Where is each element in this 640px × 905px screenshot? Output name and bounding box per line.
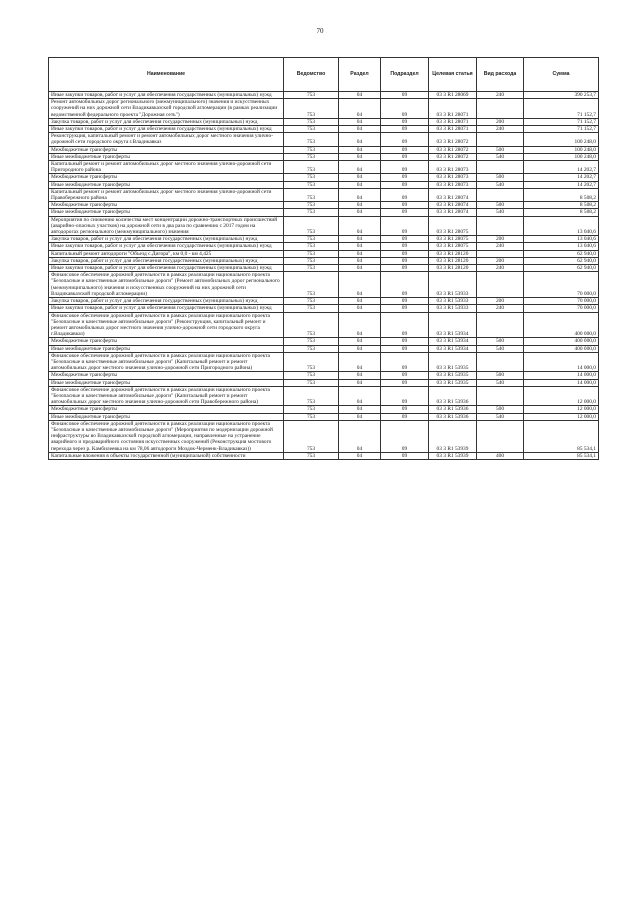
table-row [49, 352, 599, 372]
row-sum: 8 508,2 [524, 209, 599, 216]
row-sum: 8 508,2 [524, 188, 599, 201]
row-csr: 03 3 R1 53936 [429, 413, 477, 420]
row-name: Межбюджетные трансферты [49, 338, 284, 345]
row-razdel: 04 [339, 92, 381, 99]
row-sum: 13 040,6 [524, 236, 599, 243]
row-sum: 14 000,0 [524, 372, 599, 379]
row-ved: 753 [284, 209, 339, 216]
table-row [49, 202, 599, 209]
table-row [49, 420, 599, 452]
row-csr: 03 3 R1 53936 [429, 386, 477, 406]
row-podrazdel: 09 [381, 257, 429, 264]
row-name: Реконструкция, капитальный ремонт и ремонт автомобильных дорог местного значения улично-дорожной сети городского округа г.Владикавказ [49, 133, 284, 146]
table-row [49, 92, 599, 99]
row-razdel: 04 [339, 133, 381, 146]
row-csr: 03 3 R1 28075 [429, 243, 477, 250]
row-podrazdel: 09 [381, 146, 429, 153]
row-name: Финансовое обеспечение дорожной деятельности в рамках реализации национального проекта "Безопасные и качественные автомобильные дороги" (Капитальный ремонт и ремонт автомобильных дорог местного значения улично-дорожной сети Правобережного района) [49, 386, 284, 406]
table-row [49, 312, 599, 338]
row-podrazdel: 09 [381, 250, 429, 257]
row-vr [477, 188, 524, 201]
row-ved: 753 [284, 386, 339, 406]
row-csr: 03 3 R1 28073 [429, 174, 477, 181]
row-vr [477, 161, 524, 174]
row-razdel: 04 [339, 126, 381, 133]
row-ved: 753 [284, 305, 339, 312]
row-ved: 753 [284, 298, 339, 305]
row-csr: 03 3 R1 28075 [429, 216, 477, 236]
row-csr: 03 3 R1 28073 [429, 181, 477, 188]
row-vr: 240 [477, 126, 524, 133]
row-razdel: 04 [339, 372, 381, 379]
row-sum: 71 152,7 [524, 126, 599, 133]
row-ved: 753 [284, 236, 339, 243]
row-sum: 62 940,0 [524, 250, 599, 257]
header-name: Наименование [49, 58, 284, 92]
row-podrazdel: 09 [381, 386, 429, 406]
table-row [49, 265, 599, 272]
row-ved: 753 [284, 118, 339, 125]
row-sum: 13 040,6 [524, 216, 599, 236]
row-vr: 400 [477, 452, 524, 459]
row-ved: 753 [284, 99, 339, 119]
row-name: Финансовое обеспечение дорожной деятельности в рамках реализации национального проекта "Безопасные и качественные автомобильные дороги" (Реконструкция, капитальный ремонт и ремонт автомобильных дорог местного значения улично-дорожной сети городского округа г.Владикавказ) [49, 312, 284, 338]
row-vr: 540 [477, 209, 524, 216]
table-row [49, 345, 599, 352]
table-row [49, 118, 599, 125]
row-name: Межбюджетные трансферты [49, 406, 284, 413]
table-row [49, 257, 599, 264]
row-podrazdel: 09 [381, 272, 429, 298]
row-podrazdel: 09 [381, 420, 429, 452]
row-podrazdel: 09 [381, 118, 429, 125]
row-vr: 500 [477, 146, 524, 153]
table-row [49, 209, 599, 216]
row-podrazdel: 09 [381, 153, 429, 160]
row-name: Закупка товаров, работ и услуг для обеспечения государственных (муниципальных) нужд [49, 298, 284, 305]
row-razdel: 04 [339, 305, 381, 312]
table-header-row [49, 58, 599, 92]
row-podrazdel: 09 [381, 345, 429, 352]
row-ved: 753 [284, 312, 339, 338]
row-podrazdel: 09 [381, 372, 429, 379]
row-podrazdel: 09 [381, 99, 429, 119]
row-csr: 03 3 R1 53933 [429, 298, 477, 305]
budget-table [48, 57, 599, 460]
row-razdel: 04 [339, 250, 381, 257]
header-ved: Ведомство [284, 58, 339, 92]
row-ved: 753 [284, 406, 339, 413]
row-csr: 03 3 R1 28072 [429, 133, 477, 146]
row-vr: 240 [477, 243, 524, 250]
row-sum: 12 000,0 [524, 406, 599, 413]
row-sum: 71 152,7 [524, 118, 599, 125]
row-name: Закупка товаров, работ и услуг для обеспечения государственных (муниципальных) нужд [49, 257, 284, 264]
row-ved: 753 [284, 243, 339, 250]
table-row [49, 174, 599, 181]
row-sum: 62 940,0 [524, 265, 599, 272]
row-vr: 540 [477, 181, 524, 188]
row-podrazdel: 09 [381, 202, 429, 209]
row-sum: 85 534,1 [524, 452, 599, 459]
row-csr: 03 3 R1 53934 [429, 338, 477, 345]
table-row [49, 386, 599, 406]
table-row [49, 372, 599, 379]
row-vr: 500 [477, 338, 524, 345]
row-razdel: 04 [339, 338, 381, 345]
row-name: Иные закупки товаров, работ и услуг для обеспечения государственных (муниципальных) нужд [49, 265, 284, 272]
table-row [49, 413, 599, 420]
row-ved: 753 [284, 352, 339, 372]
row-ved: 753 [284, 133, 339, 146]
row-name: Капитальный ремонт и ремонт автомобильных дорог местного значения улично-дорожной сети Пригородного района [49, 161, 284, 174]
row-ved: 753 [284, 153, 339, 160]
row-podrazdel: 09 [381, 352, 429, 372]
row-razdel: 04 [339, 99, 381, 119]
row-csr: 03 3 R1 28071 [429, 126, 477, 133]
table-row [49, 452, 599, 459]
row-name: Межбюджетные трансферты [49, 372, 284, 379]
row-csr: 03 3 R1 28120 [429, 250, 477, 257]
table-row [49, 338, 599, 345]
row-razdel: 04 [339, 118, 381, 125]
row-csr: 03 3 R1 53939 [429, 452, 477, 459]
row-vr [477, 250, 524, 257]
row-ved: 753 [284, 250, 339, 257]
row-vr: 240 [477, 92, 524, 99]
row-sum: 14 202,7 [524, 174, 599, 181]
row-podrazdel: 09 [381, 188, 429, 201]
row-podrazdel: 09 [381, 209, 429, 216]
row-razdel: 04 [339, 216, 381, 236]
row-ved: 753 [284, 420, 339, 452]
row-csr: 03 3 R1 28071 [429, 118, 477, 125]
row-csr: 03 3 R1 28072 [429, 146, 477, 153]
row-csr: 03 3 R1 28075 [429, 236, 477, 243]
table-row [49, 216, 599, 236]
row-razdel: 04 [339, 188, 381, 201]
header-csr: Целевая статья [429, 58, 477, 92]
header-razdel: Раздел [339, 58, 381, 92]
row-vr: 240 [477, 265, 524, 272]
row-vr: 240 [477, 305, 524, 312]
row-razdel: 04 [339, 386, 381, 406]
row-razdel: 04 [339, 413, 381, 420]
row-ved: 753 [284, 452, 339, 459]
row-name: Иные межбюджетные трансферты [49, 153, 284, 160]
row-razdel: 04 [339, 298, 381, 305]
header-sum: Сумма [524, 58, 599, 92]
row-csr: 03 3 R1 53939 [429, 420, 477, 452]
row-name: Капитальные вложения в объекты государственной (муниципальной) собственности [49, 452, 284, 459]
row-razdel: 04 [339, 379, 381, 386]
row-razdel: 04 [339, 257, 381, 264]
table-row [49, 188, 599, 201]
row-name: Межбюджетные трансферты [49, 146, 284, 153]
row-podrazdel: 09 [381, 181, 429, 188]
row-name: Межбюджетные трансферты [49, 174, 284, 181]
row-csr: 03 3 R1 28074 [429, 209, 477, 216]
row-csr: 03 3 R1 53934 [429, 345, 477, 352]
row-ved: 753 [284, 126, 339, 133]
row-sum: 12 000,0 [524, 386, 599, 406]
row-podrazdel: 09 [381, 265, 429, 272]
row-vr: 540 [477, 413, 524, 420]
row-vr: 200 [477, 257, 524, 264]
page-number: 70 [316, 27, 324, 35]
row-razdel: 04 [339, 406, 381, 413]
row-name: Иные закупки товаров, работ и услуг для обеспечения государственных (муниципальных) нужд [49, 305, 284, 312]
row-name: Финансовое обеспечение дорожной деятельности в рамках реализации национального проекта "Безопасные и качественные автомобильные дороги" (Капитальный ремонт и ремонт автомобильных дорог местного значения улично-дорожной сети Пригородного района) [49, 352, 284, 372]
row-podrazdel: 09 [381, 161, 429, 174]
row-sum: 70 000,0 [524, 272, 599, 298]
row-csr: 03 3 R1 53935 [429, 379, 477, 386]
table-row [49, 236, 599, 243]
row-razdel: 04 [339, 153, 381, 160]
row-name: Иные межбюджетные трансферты [49, 413, 284, 420]
row-sum: 14 000,0 [524, 352, 599, 372]
row-sum: 400 000,0 [524, 338, 599, 345]
row-name: Капитальный ремонт и ремонт автомобильных дорог местного значения улично-дорожной сети Правобережного района [49, 188, 284, 201]
row-sum: 62 940,0 [524, 257, 599, 264]
table-row [49, 126, 599, 133]
row-podrazdel: 09 [381, 406, 429, 413]
row-csr: 03 3 R1 28074 [429, 188, 477, 201]
row-ved: 753 [284, 345, 339, 352]
row-csr: 03 3 R1 53933 [429, 305, 477, 312]
row-vr [477, 386, 524, 406]
row-ved: 753 [284, 188, 339, 201]
row-vr [477, 272, 524, 298]
row-name: Иные закупки товаров, работ и услуг для обеспечения государственных (муниципальных) нужд [49, 126, 284, 133]
table-row [49, 181, 599, 188]
row-csr: 03 3 R1 28072 [429, 153, 477, 160]
row-sum: 14 202,7 [524, 161, 599, 174]
row-vr: 500 [477, 202, 524, 209]
row-podrazdel: 09 [381, 126, 429, 133]
row-name: Иные закупки товаров, работ и услуг для обеспечения государственных (муниципальных) нужд [49, 243, 284, 250]
row-csr: 03 3 R1 28074 [429, 202, 477, 209]
row-name: Иные межбюджетные трансферты [49, 345, 284, 352]
row-razdel: 04 [339, 202, 381, 209]
table-row [49, 99, 599, 119]
row-ved: 753 [284, 181, 339, 188]
row-sum: 390 253,7 [524, 92, 599, 99]
row-csr: 03 3 R1 28120 [429, 265, 477, 272]
table-row [49, 305, 599, 312]
row-razdel: 04 [339, 174, 381, 181]
row-vr: 540 [477, 345, 524, 352]
row-sum: 400 000,0 [524, 345, 599, 352]
row-csr: 03 3 R1 53933 [429, 272, 477, 298]
table-row [49, 146, 599, 153]
row-csr: 03 3 R1 53935 [429, 352, 477, 372]
row-podrazdel: 09 [381, 452, 429, 459]
row-vr: 500 [477, 372, 524, 379]
row-sum: 70 000,0 [524, 298, 599, 305]
row-sum: 71 152,7 [524, 99, 599, 119]
row-ved: 753 [284, 216, 339, 236]
row-vr: 500 [477, 174, 524, 181]
row-razdel: 04 [339, 312, 381, 338]
row-sum: 8 508,2 [524, 202, 599, 209]
row-name: Иные межбюджетные трансферты [49, 379, 284, 386]
header-podrazdel: Подраздел [381, 58, 429, 92]
row-csr: 03 3 R1 53934 [429, 312, 477, 338]
row-sum: 100 248,0 [524, 153, 599, 160]
table-row [49, 379, 599, 386]
row-razdel: 04 [339, 146, 381, 153]
table-row [49, 243, 599, 250]
row-podrazdel: 09 [381, 298, 429, 305]
row-ved: 753 [284, 161, 339, 174]
row-vr [477, 216, 524, 236]
row-vr [477, 312, 524, 338]
row-csr: 03 3 R1 28071 [429, 99, 477, 119]
table-row [49, 133, 599, 146]
row-name: Межбюджетные трансферты [49, 202, 284, 209]
row-vr: 540 [477, 153, 524, 160]
row-vr: 200 [477, 118, 524, 125]
row-ved: 753 [284, 265, 339, 272]
row-vr [477, 420, 524, 452]
row-ved: 753 [284, 379, 339, 386]
row-sum: 12 000,0 [524, 413, 599, 420]
row-csr: 03 3 R1 28073 [429, 161, 477, 174]
table-body [49, 92, 599, 460]
row-sum: 100 248,0 [524, 133, 599, 146]
row-ved: 753 [284, 146, 339, 153]
row-podrazdel: 09 [381, 216, 429, 236]
row-name: Иные межбюджетные трансферты [49, 209, 284, 216]
row-ved: 753 [284, 272, 339, 298]
row-vr: 500 [477, 406, 524, 413]
row-name: Ремонт автомобильных дорог регионального (межмуниципального) значения и искусственных сооружений на них дорожной сети Владикавказской городской агломерации (в рамках реализации ведомственной федерального проекта "Дорожная сеть") [49, 99, 284, 119]
row-vr: 540 [477, 379, 524, 386]
row-podrazdel: 09 [381, 133, 429, 146]
table-row [49, 161, 599, 174]
row-sum: 400 000,0 [524, 312, 599, 338]
row-sum: 14 000,0 [524, 379, 599, 386]
row-sum: 100 248,0 [524, 146, 599, 153]
row-sum: 14 202,7 [524, 181, 599, 188]
row-razdel: 04 [339, 243, 381, 250]
row-vr [477, 352, 524, 372]
row-razdel: 04 [339, 181, 381, 188]
row-name: Закупка товаров, работ и услуг для обеспечения государственных (муниципальных) нужд [49, 118, 284, 125]
row-podrazdel: 09 [381, 243, 429, 250]
row-name: Капитальный ремонт автодороги "Объезд с.Дигора", км 0,0 - км 4,425 [49, 250, 284, 257]
row-razdel: 04 [339, 272, 381, 298]
row-razdel: 04 [339, 209, 381, 216]
row-ved: 753 [284, 413, 339, 420]
row-podrazdel: 09 [381, 379, 429, 386]
table-row [49, 406, 599, 413]
row-name: Финансовое обеспечение дорожной деятельности в рамках реализации национального проекта "Безопасные и качественные автомобильные дороги" (Мероприятия по модернизации дорожной инфраструктуры во Владикавказской городской агломерации, направленные на устранение аварийного и предаварийного состояния искусственных сооружений (Реконструкция мостового перехода через р. Камбилеевка на км 78,06 автодороги Моздок-Черменк-Владикавказ)) [49, 420, 284, 452]
row-razdel: 04 [339, 452, 381, 459]
row-vr [477, 99, 524, 119]
row-razdel: 04 [339, 345, 381, 352]
row-vr [477, 133, 524, 146]
table-row [49, 153, 599, 160]
row-vr: 200 [477, 236, 524, 243]
row-csr: 03 3 R1 28120 [429, 257, 477, 264]
row-ved: 753 [284, 92, 339, 99]
row-name: Иные закупки товаров, работ и услуг для обеспечения государственных (муниципальных) нужд [49, 92, 284, 99]
row-name: Закупка товаров, работ и услуг для обеспечения государственных (муниципальных) нужд [49, 236, 284, 243]
row-vr: 200 [477, 298, 524, 305]
row-csr: 03 3 R1 53936 [429, 406, 477, 413]
row-name: Мероприятия по снижению количества мест концентрации дорожно-транспортных происшествий (аварийно-опасных участков) на дорожной сети в два раза по сравнению с 2017 годом на автодорогах регионального (межмуниципального) значения [49, 216, 284, 236]
row-podrazdel: 09 [381, 312, 429, 338]
row-podrazdel: 09 [381, 174, 429, 181]
row-name: Иные межбюджетные трансферты [49, 181, 284, 188]
row-sum: 70 000,0 [524, 305, 599, 312]
header-vr: Вид расхода [477, 58, 524, 92]
row-csr: 03 3 R1 28069 [429, 92, 477, 99]
row-ved: 753 [284, 338, 339, 345]
row-podrazdel: 09 [381, 236, 429, 243]
row-podrazdel: 09 [381, 338, 429, 345]
row-razdel: 04 [339, 352, 381, 372]
row-ved: 753 [284, 372, 339, 379]
table-row [49, 298, 599, 305]
row-podrazdel: 09 [381, 92, 429, 99]
row-ved: 753 [284, 174, 339, 181]
row-razdel: 04 [339, 265, 381, 272]
table-row [49, 250, 599, 257]
table-row [49, 272, 599, 298]
row-name: Финансовое обеспечение дорожной деятельности в рамках реализации национального проекта "Безопасные и качественные автомобильные дороги" (Ремонт автомобильных дорог регионального (межмуниципального) значения и искусственных сооружений на них дорожной сети Владикавказской городской агломерации) [49, 272, 284, 298]
row-sum: 85 534,1 [524, 420, 599, 452]
row-ved: 753 [284, 202, 339, 209]
row-ved: 753 [284, 257, 339, 264]
row-podrazdel: 09 [381, 413, 429, 420]
row-razdel: 04 [339, 161, 381, 174]
row-razdel: 04 [339, 236, 381, 243]
row-csr: 03 3 R1 53935 [429, 372, 477, 379]
row-podrazdel: 09 [381, 305, 429, 312]
row-razdel: 04 [339, 420, 381, 452]
row-sum: 13 040,6 [524, 243, 599, 250]
